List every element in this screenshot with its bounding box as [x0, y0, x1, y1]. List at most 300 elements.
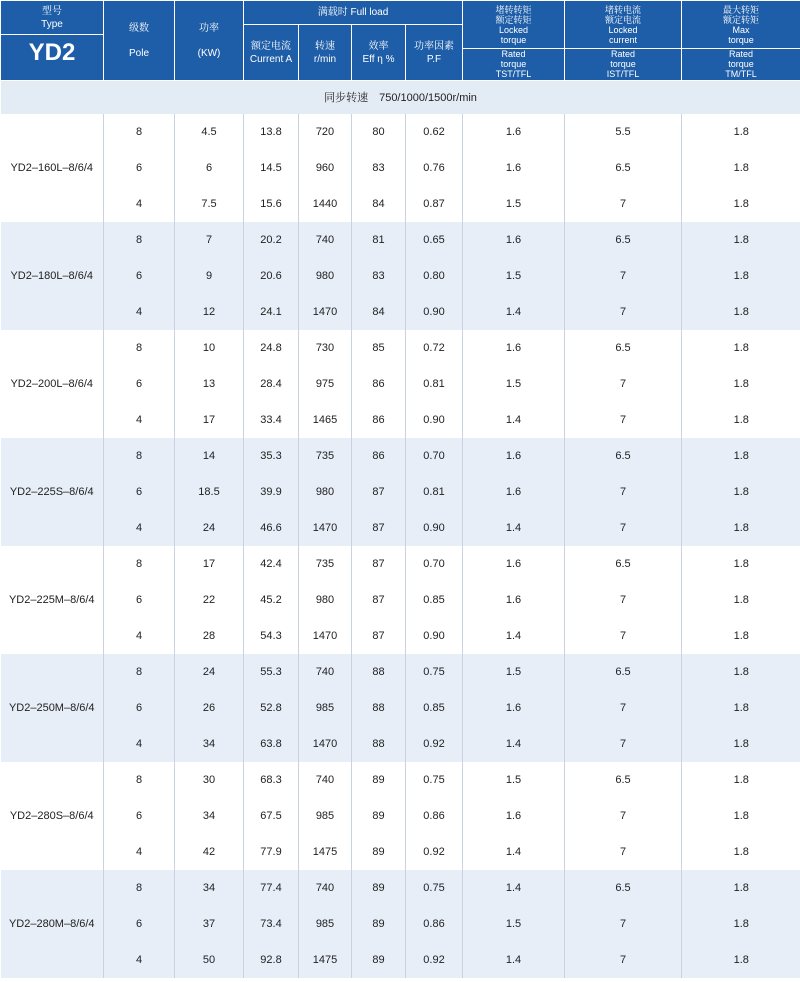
cell-ist-ratio: 7 — [565, 690, 682, 726]
cell-speed: 1475 — [299, 834, 352, 870]
cell-pole: 8 — [104, 438, 175, 474]
cell-power: 17 — [175, 546, 244, 582]
table-row — [1, 870, 800, 906]
table-row — [1, 474, 800, 510]
cell-power-factor: 0.92 — [406, 942, 463, 978]
table-row — [1, 330, 800, 366]
cell-current: 52.8 — [244, 690, 299, 726]
header-tst-line: torque — [500, 59, 527, 69]
cell-ist-ratio: 7 — [565, 726, 682, 762]
cell-pole: 8 — [104, 870, 175, 906]
table-row — [1, 546, 800, 582]
cell-speed: 730 — [299, 330, 352, 366]
cell-pole: 6 — [104, 366, 175, 402]
cell-speed: 980 — [299, 582, 352, 618]
model-type-cell: YD2–160L–8/6/4 — [1, 114, 104, 222]
cell-tst-ratio: 1.4 — [463, 726, 565, 762]
table-row — [1, 438, 800, 474]
cell-ist-ratio: 6.5 — [565, 762, 682, 798]
header-tst-cell — [463, 1, 565, 81]
table-row — [1, 762, 800, 798]
cell-pole: 4 — [104, 618, 175, 654]
header-tm-line: 额定转矩 — [723, 15, 760, 25]
cell-power: 4.5 — [175, 114, 244, 150]
cell-tst-ratio: 1.6 — [463, 330, 565, 366]
header-power-unit: (KW) — [197, 47, 221, 59]
cell-speed: 1470 — [299, 294, 352, 330]
cell-pole: 8 — [104, 546, 175, 582]
cell-speed: 1470 — [299, 726, 352, 762]
cell-power: 34 — [175, 870, 244, 906]
cell-tm-ratio: 1.8 — [682, 186, 800, 222]
header-ist-cell — [565, 1, 682, 81]
table-row — [1, 402, 800, 438]
cell-tst-ratio: 1.4 — [463, 618, 565, 654]
cell-efficiency: 84 — [352, 186, 406, 222]
cell-current: 33.4 — [244, 402, 299, 438]
cell-current: 45.2 — [244, 582, 299, 618]
cell-tst-ratio: 1.5 — [463, 906, 565, 942]
cell-power-factor: 0.75 — [406, 762, 463, 798]
cell-power-factor: 0.81 — [406, 366, 463, 402]
header-tm-line: TM/TFL — [725, 69, 757, 79]
cell-efficiency: 87 — [352, 582, 406, 618]
cell-efficiency: 88 — [352, 726, 406, 762]
cell-current: 28.4 — [244, 366, 299, 402]
cell-tm-ratio: 1.8 — [682, 474, 800, 510]
cell-power-factor: 0.81 — [406, 474, 463, 510]
header-tm-line: torque — [728, 35, 754, 45]
cell-current: 68.3 — [244, 762, 299, 798]
cell-speed: 985 — [299, 690, 352, 726]
cell-pole: 4 — [104, 510, 175, 546]
cell-pole: 6 — [104, 798, 175, 834]
cell-speed: 960 — [299, 150, 352, 186]
header-tst-line: Rated — [501, 49, 526, 59]
cell-speed: 985 — [299, 798, 352, 834]
cell-efficiency: 85 — [352, 330, 406, 366]
cell-efficiency: 87 — [352, 618, 406, 654]
cell-current: 39.9 — [244, 474, 299, 510]
cell-power: 34 — [175, 798, 244, 834]
cell-efficiency: 89 — [352, 762, 406, 798]
sync-speed-row: 同步转速 750/1000/1500r/min — [1, 81, 800, 114]
cell-speed: 740 — [299, 222, 352, 258]
cell-power-factor: 0.90 — [406, 618, 463, 654]
cell-tm-ratio: 1.8 — [682, 402, 800, 438]
cell-current: 20.6 — [244, 258, 299, 294]
cell-pole: 6 — [104, 258, 175, 294]
cell-speed: 1470 — [299, 618, 352, 654]
model-type-cell: YD2–200L–8/6/4 — [1, 330, 104, 438]
cell-current: 20.2 — [244, 222, 299, 258]
cell-efficiency: 89 — [352, 834, 406, 870]
cell-current: 55.3 — [244, 654, 299, 690]
table-row — [1, 366, 800, 402]
header-tm-line: Max — [732, 25, 750, 35]
cell-tm-ratio: 1.8 — [682, 654, 800, 690]
cell-ist-ratio: 7 — [565, 906, 682, 942]
table-row — [1, 294, 800, 330]
cell-tst-ratio: 1.4 — [463, 294, 565, 330]
cell-power: 14 — [175, 438, 244, 474]
cell-power: 18.5 — [175, 474, 244, 510]
cell-power-factor: 0.65 — [406, 222, 463, 258]
cell-tst-ratio: 1.4 — [463, 402, 565, 438]
header-pole-cn: 级数 — [129, 22, 149, 34]
header-ist-top — [565, 5, 681, 49]
cell-speed: 735 — [299, 438, 352, 474]
cell-speed: 740 — [299, 654, 352, 690]
header-eff-en: Eff η % — [362, 53, 395, 65]
table-row — [1, 654, 800, 690]
cell-tst-ratio: 1.6 — [463, 114, 565, 150]
header-tst-line: 堵转转矩 — [495, 5, 532, 15]
cell-tm-ratio: 1.8 — [682, 294, 800, 330]
header-tm-line: 最大转矩 — [723, 5, 760, 15]
cell-efficiency: 87 — [352, 474, 406, 510]
cell-efficiency: 87 — [352, 510, 406, 546]
cell-current: 35.3 — [244, 438, 299, 474]
cell-tm-ratio: 1.8 — [682, 582, 800, 618]
cell-tst-ratio: 1.6 — [463, 474, 565, 510]
table-row — [1, 222, 800, 258]
cell-ist-ratio: 6.5 — [565, 870, 682, 906]
cell-tm-ratio: 1.8 — [682, 870, 800, 906]
header-ist-line: IST/TFL — [606, 69, 640, 79]
model-type-cell: YD2–225M–8/6/4 — [1, 546, 104, 654]
header-tst-line: 额定转矩 — [495, 15, 532, 25]
header-type-cn: 型号 — [42, 6, 62, 17]
header-current-cell — [244, 25, 299, 81]
cell-power: 26 — [175, 690, 244, 726]
cell-tm-ratio: 1.8 — [682, 150, 800, 186]
cell-power-factor: 0.87 — [406, 186, 463, 222]
cell-tst-ratio: 1.4 — [463, 834, 565, 870]
cell-tst-ratio: 1.6 — [463, 582, 565, 618]
cell-tm-ratio: 1.8 — [682, 942, 800, 978]
cell-ist-ratio: 6.5 — [565, 150, 682, 186]
header-tm-cell — [682, 1, 800, 81]
cell-tm-ratio: 1.8 — [682, 906, 800, 942]
cell-tst-ratio: 1.6 — [463, 690, 565, 726]
cell-efficiency: 80 — [352, 114, 406, 150]
cell-tst-ratio: 1.5 — [463, 366, 565, 402]
cell-ist-ratio: 6.5 — [565, 438, 682, 474]
cell-current: 13.8 — [244, 114, 299, 150]
cell-tst-ratio: 1.6 — [463, 222, 565, 258]
cell-tst-ratio: 1.6 — [463, 438, 565, 474]
cell-pole: 6 — [104, 690, 175, 726]
cell-pole: 8 — [104, 762, 175, 798]
cell-power-factor: 0.70 — [406, 438, 463, 474]
model-type-cell: YD2–180L–8/6/4 — [1, 222, 104, 330]
header-current-en: Current A — [249, 53, 293, 65]
header-pole-en: Pole — [128, 47, 149, 59]
cell-speed: 1475 — [299, 942, 352, 978]
header-tst-bottom — [463, 49, 564, 79]
header-speed-unit: r/min — [313, 53, 337, 65]
header-type-en: Type — [1, 18, 103, 35]
cell-power: 7 — [175, 222, 244, 258]
cell-power-factor: 0.85 — [406, 582, 463, 618]
cell-pole: 8 — [104, 330, 175, 366]
header-pf-cn: 功率因素 — [414, 40, 454, 52]
header-tm-bottom — [682, 49, 800, 79]
cell-tst-ratio: 1.6 — [463, 150, 565, 186]
cell-tm-ratio: 1.8 — [682, 762, 800, 798]
cell-efficiency: 86 — [352, 402, 406, 438]
cell-ist-ratio: 7 — [565, 618, 682, 654]
cell-ist-ratio: 7 — [565, 366, 682, 402]
cell-speed: 1440 — [299, 186, 352, 222]
cell-efficiency: 81 — [352, 222, 406, 258]
cell-power: 22 — [175, 582, 244, 618]
table-row — [1, 510, 800, 546]
cell-tm-ratio: 1.8 — [682, 258, 800, 294]
cell-current: 63.8 — [244, 726, 299, 762]
cell-pole: 4 — [104, 834, 175, 870]
table-row — [1, 942, 800, 978]
cell-ist-ratio: 7 — [565, 582, 682, 618]
cell-tm-ratio: 1.8 — [682, 330, 800, 366]
cell-pole: 6 — [104, 582, 175, 618]
table-row — [1, 582, 800, 618]
cell-power: 7.5 — [175, 186, 244, 222]
header-eff-cn: 效率 — [368, 40, 389, 52]
cell-power: 24 — [175, 654, 244, 690]
cell-current: 15.6 — [244, 186, 299, 222]
header-ist-line: 额定电流 — [605, 15, 642, 25]
header-tm-line: Rated — [729, 49, 754, 59]
cell-ist-ratio: 6.5 — [565, 546, 682, 582]
cell-tst-ratio: 1.5 — [463, 762, 565, 798]
cell-power-factor: 0.90 — [406, 402, 463, 438]
cell-current: 42.4 — [244, 546, 299, 582]
header-tm-line: torque — [728, 59, 754, 69]
cell-current: 67.5 — [244, 798, 299, 834]
cell-ist-ratio: 5.5 — [565, 114, 682, 150]
table-row — [1, 186, 800, 222]
cell-ist-ratio: 6.5 — [565, 330, 682, 366]
cell-tst-ratio: 1.4 — [463, 510, 565, 546]
cell-ist-ratio: 7 — [565, 942, 682, 978]
header-current-cn: 额定电流 — [251, 40, 291, 52]
cell-ist-ratio: 7 — [565, 510, 682, 546]
cell-tm-ratio: 1.8 — [682, 546, 800, 582]
cell-efficiency: 89 — [352, 942, 406, 978]
cell-power-factor: 0.72 — [406, 330, 463, 366]
cell-ist-ratio: 7 — [565, 402, 682, 438]
cell-speed: 720 — [299, 114, 352, 150]
cell-power: 24 — [175, 510, 244, 546]
header-tst-top — [463, 5, 564, 49]
header-tst-line: torque — [500, 35, 527, 45]
header-ist-line: 堵转电流 — [605, 5, 642, 15]
cell-power: 42 — [175, 834, 244, 870]
cell-power: 10 — [175, 330, 244, 366]
header-speed-cell — [299, 25, 352, 81]
cell-efficiency: 83 — [352, 150, 406, 186]
cell-pole: 4 — [104, 294, 175, 330]
cell-current: 92.8 — [244, 942, 299, 978]
header-pf-cell — [406, 25, 463, 81]
cell-ist-ratio: 6.5 — [565, 654, 682, 690]
cell-ist-ratio: 7 — [565, 798, 682, 834]
model-type-cell: YD2–250M–8/6/4 — [1, 654, 104, 762]
model-type-cell: YD2–280M–8/6/4 — [1, 870, 104, 978]
cell-pole: 8 — [104, 114, 175, 150]
cell-tst-ratio: 1.5 — [463, 258, 565, 294]
cell-ist-ratio: 7 — [565, 186, 682, 222]
cell-current: 73.4 — [244, 906, 299, 942]
cell-efficiency: 89 — [352, 906, 406, 942]
cell-power-factor: 0.85 — [406, 690, 463, 726]
cell-speed: 735 — [299, 546, 352, 582]
cell-speed: 1465 — [299, 402, 352, 438]
table-row — [1, 834, 800, 870]
cell-power: 13 — [175, 366, 244, 402]
model-type-cell: YD2–225S–8/6/4 — [1, 438, 104, 546]
series-label: YD2 — [28, 39, 76, 66]
cell-speed: 740 — [299, 762, 352, 798]
table-row — [1, 258, 800, 294]
cell-tm-ratio: 1.8 — [682, 726, 800, 762]
header-tm-top — [682, 5, 800, 49]
cell-pole: 8 — [104, 222, 175, 258]
cell-speed: 975 — [299, 366, 352, 402]
cell-power-factor: 0.92 — [406, 834, 463, 870]
header-tst-line: Locked — [499, 25, 529, 35]
cell-tm-ratio: 1.8 — [682, 618, 800, 654]
cell-current: 54.3 — [244, 618, 299, 654]
cell-current: 77.4 — [244, 870, 299, 906]
cell-tm-ratio: 1.8 — [682, 834, 800, 870]
header-power-cn: 功率 — [199, 22, 219, 34]
cell-current: 77.9 — [244, 834, 299, 870]
table-row — [1, 798, 800, 834]
cell-power-factor: 0.90 — [406, 294, 463, 330]
cell-efficiency: 88 — [352, 654, 406, 690]
cell-power: 6 — [175, 150, 244, 186]
cell-current: 14.5 — [244, 150, 299, 186]
cell-speed: 980 — [299, 258, 352, 294]
cell-power-factor: 0.80 — [406, 258, 463, 294]
cell-efficiency: 83 — [352, 258, 406, 294]
model-type-cell: YD2–280S–8/6/4 — [1, 762, 104, 870]
cell-tm-ratio: 1.8 — [682, 510, 800, 546]
cell-speed: 985 — [299, 906, 352, 942]
cell-power: 28 — [175, 618, 244, 654]
cell-pole: 6 — [104, 906, 175, 942]
cell-pole: 6 — [104, 474, 175, 510]
header-ist-line: Rated — [611, 49, 636, 59]
cell-tst-ratio: 1.4 — [463, 870, 565, 906]
header-pf-en: P.F — [426, 53, 442, 65]
table-row — [1, 726, 800, 762]
cell-current: 24.8 — [244, 330, 299, 366]
header-ist-line: torque — [610, 59, 636, 69]
cell-ist-ratio: 7 — [565, 834, 682, 870]
header-tst-line: TST/TFL — [495, 69, 532, 79]
cell-efficiency: 88 — [352, 690, 406, 726]
cell-efficiency: 89 — [352, 798, 406, 834]
cell-pole: 4 — [104, 402, 175, 438]
cell-power: 9 — [175, 258, 244, 294]
cell-pole: 4 — [104, 726, 175, 762]
cell-power-factor: 0.92 — [406, 726, 463, 762]
cell-efficiency: 84 — [352, 294, 406, 330]
cell-power: 12 — [175, 294, 244, 330]
cell-power-factor: 0.62 — [406, 114, 463, 150]
cell-current: 46.6 — [244, 510, 299, 546]
cell-pole: 4 — [104, 942, 175, 978]
cell-tm-ratio: 1.8 — [682, 222, 800, 258]
cell-pole: 6 — [104, 150, 175, 186]
cell-power: 34 — [175, 726, 244, 762]
header-power-cell — [175, 1, 244, 81]
cell-power-factor: 0.86 — [406, 906, 463, 942]
cell-tm-ratio: 1.8 — [682, 366, 800, 402]
cell-power: 17 — [175, 402, 244, 438]
cell-power: 30 — [175, 762, 244, 798]
table-row — [1, 150, 800, 186]
cell-efficiency: 87 — [352, 546, 406, 582]
cell-power-factor: 0.75 — [406, 870, 463, 906]
header-ist-bottom — [565, 49, 681, 79]
table-body — [1, 114, 800, 978]
cell-power-factor: 0.70 — [406, 546, 463, 582]
cell-power-factor: 0.86 — [406, 798, 463, 834]
cell-speed: 980 — [299, 474, 352, 510]
cell-power-factor: 0.75 — [406, 654, 463, 690]
cell-tm-ratio: 1.8 — [682, 438, 800, 474]
cell-ist-ratio: 7 — [565, 294, 682, 330]
cell-efficiency: 89 — [352, 870, 406, 906]
cell-power: 37 — [175, 906, 244, 942]
cell-ist-ratio: 6.5 — [565, 222, 682, 258]
cell-efficiency: 86 — [352, 366, 406, 402]
cell-tst-ratio: 1.4 — [463, 942, 565, 978]
cell-current: 24.1 — [244, 294, 299, 330]
header-full-load: 满载时 Full load — [244, 1, 463, 25]
cell-speed: 1470 — [299, 510, 352, 546]
cell-tst-ratio: 1.5 — [463, 186, 565, 222]
cell-power-factor: 0.90 — [406, 510, 463, 546]
cell-ist-ratio: 7 — [565, 474, 682, 510]
cell-tm-ratio: 1.8 — [682, 798, 800, 834]
cell-efficiency: 86 — [352, 438, 406, 474]
table-row — [1, 618, 800, 654]
header-ist-line: Locked — [608, 25, 638, 35]
cell-power-factor: 0.76 — [406, 150, 463, 186]
header-speed-cn: 转速 — [315, 40, 335, 52]
cell-tst-ratio: 1.6 — [463, 546, 565, 582]
header-pole-cell — [104, 1, 175, 81]
cell-pole: 4 — [104, 186, 175, 222]
table-row — [1, 690, 800, 726]
cell-speed: 740 — [299, 870, 352, 906]
header-type-cell — [1, 1, 104, 81]
cell-power: 50 — [175, 942, 244, 978]
header-ist-line: current — [609, 35, 638, 45]
header-eff-cell — [352, 25, 406, 81]
cell-ist-ratio: 7 — [565, 258, 682, 294]
cell-pole: 8 — [104, 654, 175, 690]
table-row — [1, 114, 800, 150]
cell-tm-ratio: 1.8 — [682, 690, 800, 726]
cell-tst-ratio: 1.5 — [463, 654, 565, 690]
